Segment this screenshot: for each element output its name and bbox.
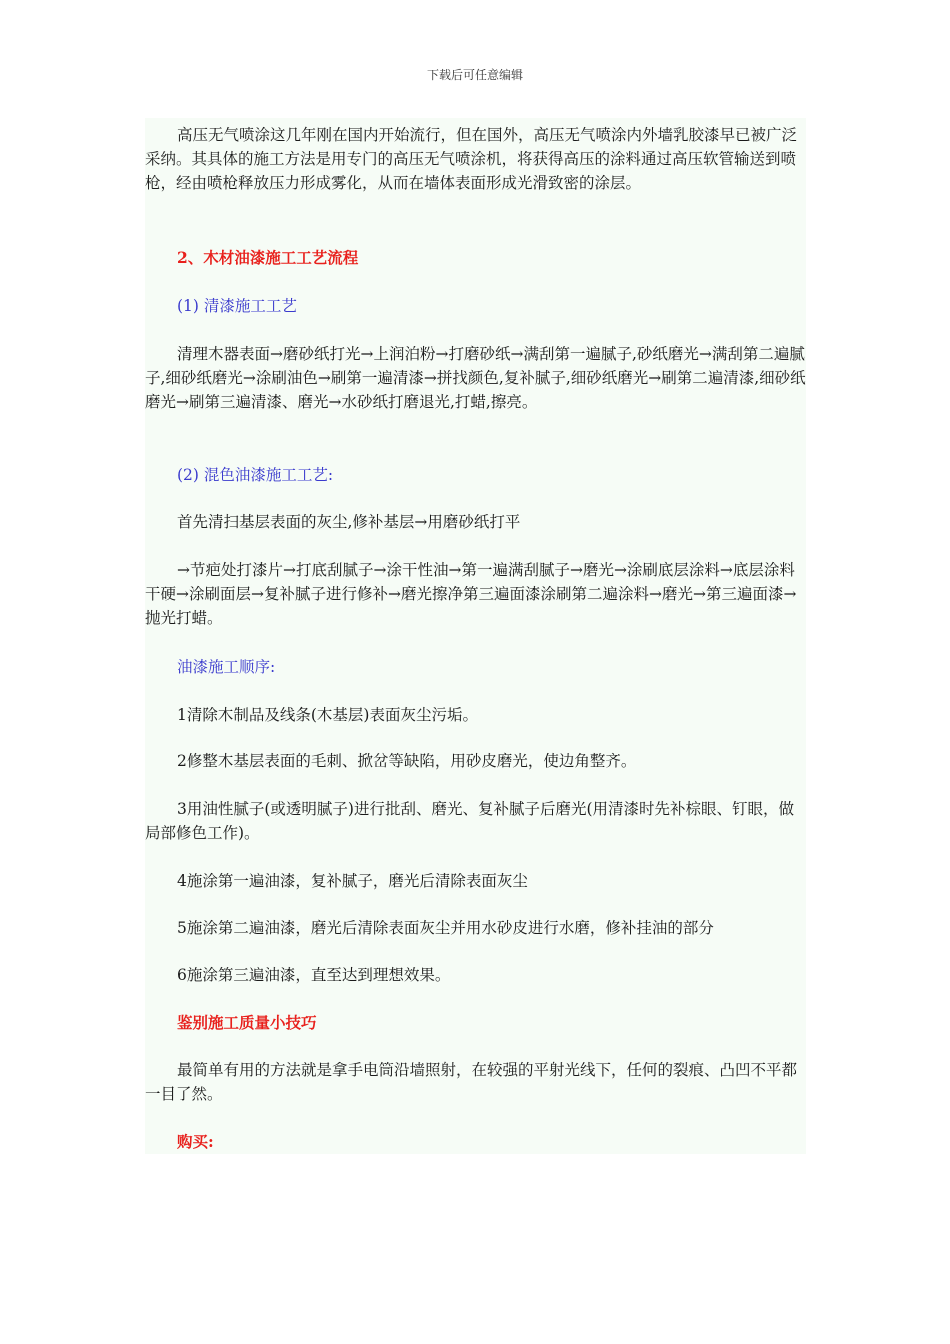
- page-header: 下载后可任意编辑: [426, 68, 523, 82]
- section-heading-quality: 鉴别施工质量小技巧: [177, 1013, 317, 1032]
- document-body: [145, 118, 806, 1154]
- subheading-mixed-paint: (2) 混色油漆施工工艺:: [177, 466, 334, 484]
- step-6: 6施涂第三遍油漆，直至达到理想效果。: [177, 966, 451, 984]
- paragraph-clear-lacquer: 清理木器表面→磨砂纸打光→上润泊粉→打磨砂纸→满刮第一遍腻子,砂纸磨光→满刮第二遍腻子,细砂纸磨光→涂刷油色→刷第一遍清漆→拼找颜色,复补腻子,细砂纸磨光→刷第二遍清漆,细砂纸磨光→刷第三遍清漆、磨光→水砂纸打磨退光,打蜡,擦亮。: [145, 345, 806, 411]
- step-4: 4施涂第一遍油漆，复补腻子，磨光后清除表面灰尘: [177, 872, 528, 890]
- step-3: 3用油性腻子(或透明腻子)进行批刮、磨光、复补腻子后磨光(用清漆时先补棕眼、钉眼，做局部修色工作)。: [145, 800, 795, 842]
- subheading-paint-order: 油漆施工顺序:: [177, 658, 276, 676]
- step-1: 1清除木制品及线条(木基层)表面灰尘污垢。: [177, 706, 478, 724]
- section-heading-buy: 购买:: [177, 1132, 214, 1151]
- step-2: 2修整木基层表面的毛刺、掀岔等缺陷，用砂皮磨光，使边角整齐。: [177, 752, 637, 770]
- section-heading-wood: 2、木材油漆施工工艺流程: [177, 248, 359, 267]
- subheading-clear-lacquer: (1) 清漆施工工艺: [177, 297, 297, 315]
- paragraph-mixed-2: →节疤处打漆片→打底刮腻子→涂干性油→第一遍满刮腻子→磨光→涂刷底层涂料→底层涂料干硬→涂刷面层→复补腻子进行修补→磨光擦净第三遍面漆涂刷第二遍涂料→磨光→第三遍面漆→抛光打蜡。: [145, 561, 797, 627]
- paragraph-quality: 最简单有用的方法就是拿手电筒沿墙照射，在较强的平射光线下，任何的裂痕、凸凹不平都一目了然。: [145, 1061, 798, 1103]
- paragraph-mixed-1: 首先清扫基层表面的灰尘,修补基层→用磨砂纸打平: [177, 513, 521, 531]
- step-5: 5施涂第二遍油漆，磨光后清除表面灰尘并用水砂皮进行水磨，修补挂油的部分: [177, 919, 714, 937]
- paragraph-spray: 高压无气喷涂这几年刚在国内开始流行，但在国外，高压无气喷涂内外墙乳胶漆早已被广泛采纳。其具体的施工方法是用专门的高压无气喷涂机，将获得高压的涂料通过高压软管输送到喷枪，经由喷枪释放压力形成雾化，从而在墙体表面形成光滑致密的涂层。: [145, 126, 798, 192]
